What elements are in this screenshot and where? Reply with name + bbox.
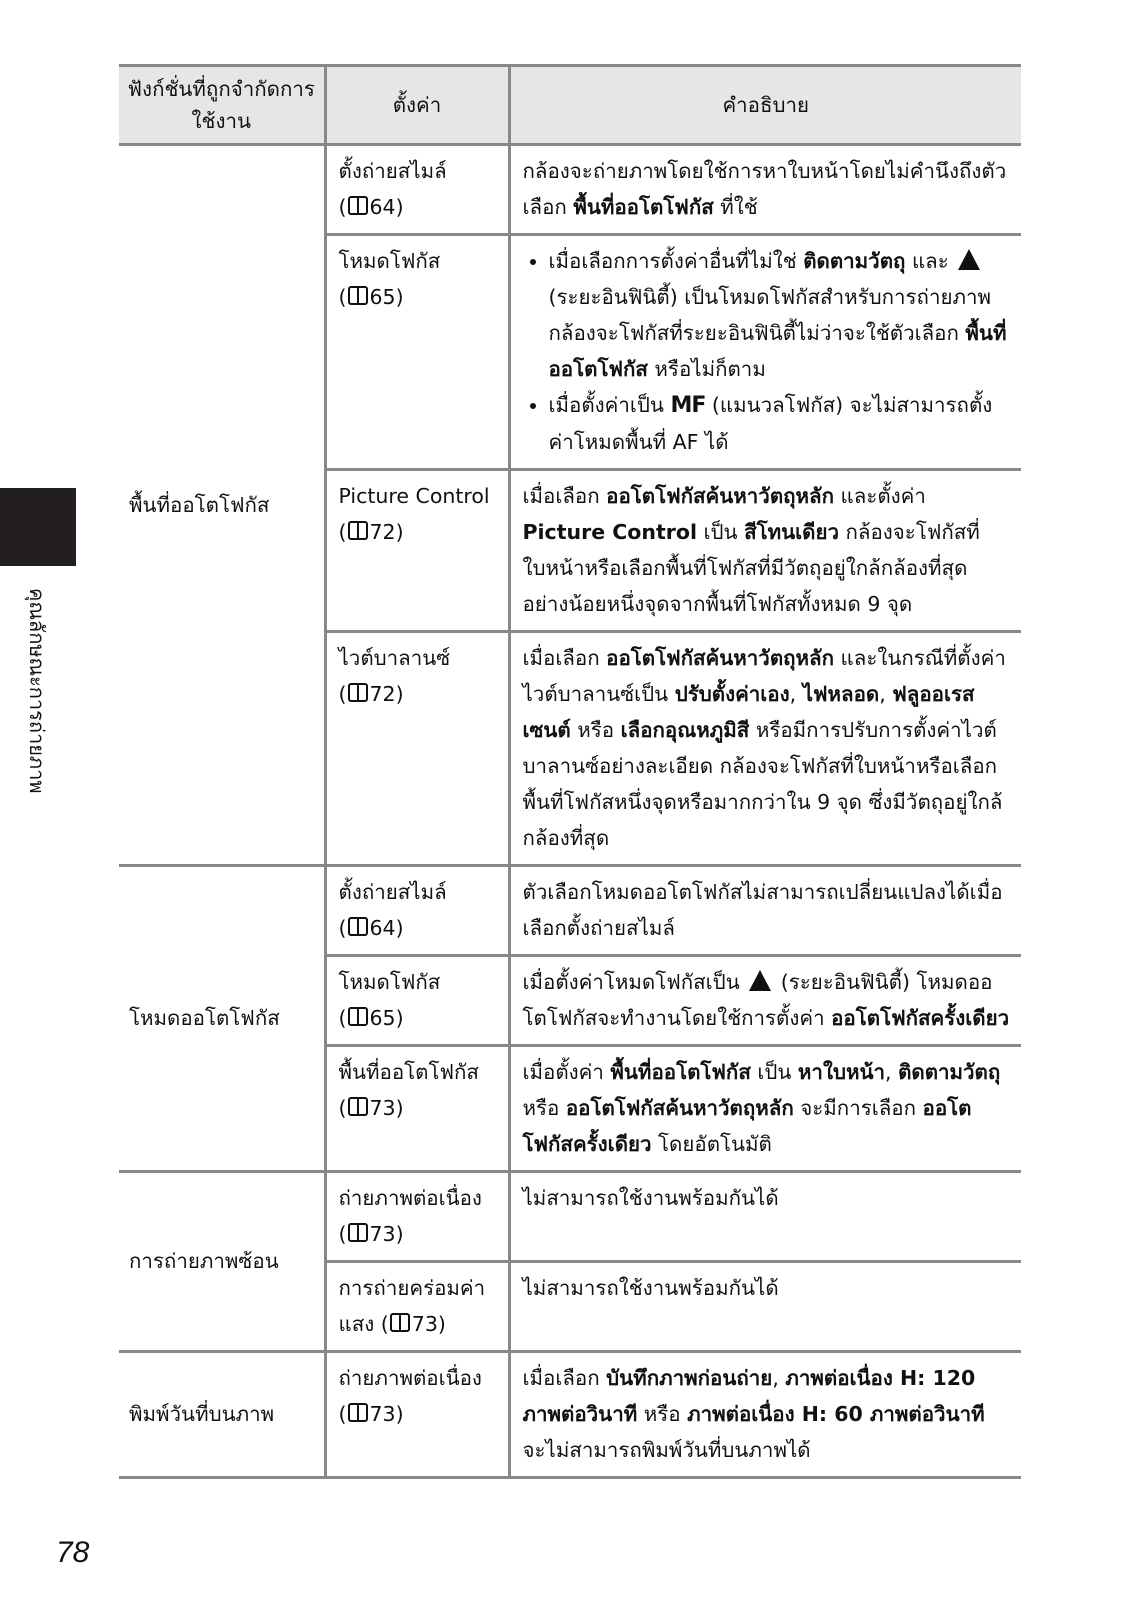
header-description: คำอธิบาย (509, 66, 1021, 145)
text-run: พื้นที่ออโตโฟกัส (573, 195, 714, 219)
setting-cell (325, 145, 509, 235)
setting-label: พื้นที่ออโตโฟกัส (338, 1060, 479, 1084)
description-cell (509, 470, 1021, 632)
function-cell (119, 1352, 325, 1478)
text-run: เมื่อเลือกการตั้งค่าอื่นที่ไม่ใช่ (548, 249, 804, 273)
text-run: และ (905, 249, 956, 273)
table-header-row (119, 66, 1021, 145)
text-run: ฟลูออเรสเซนต์ (522, 682, 975, 742)
function-cell (119, 145, 325, 866)
setting-label: โหมดโฟกัส (338, 249, 441, 273)
page-reference-number: 73) (369, 1096, 404, 1120)
setting-cell (325, 1172, 509, 1262)
text-run: ไฟหลอด (802, 682, 880, 706)
text-run: , (885, 1060, 899, 1084)
mountain-icon (958, 249, 980, 270)
page-reference: ( 65) (338, 1006, 404, 1030)
function-label: พื้นที่ออโตโฟกัส (129, 492, 270, 517)
table-row (119, 866, 1021, 956)
text-run: พื้นที่ออโตโฟกัส (548, 321, 1007, 381)
book-icon (348, 1097, 368, 1116)
book-icon (348, 1223, 368, 1242)
setting-cell (325, 1262, 509, 1352)
text-run: ไม่สามารถใช้งานพร้อมกันได้ (522, 1186, 779, 1210)
function-cell (119, 866, 325, 1172)
page-reference-number: 72) (369, 520, 404, 544)
page-reference: ( 64) (338, 195, 404, 219)
text-run: ปรับตั้งค่าเอง (674, 682, 790, 706)
description-cell (509, 866, 1021, 956)
text-run: จะไม่สามารถพิมพ์วันที่บนภาพได้ (522, 1438, 811, 1462)
text-run: ออโตโฟกัสครั้งเดียว (831, 1006, 1010, 1030)
text-run: ออโตโฟกัสครั้งเดียว (522, 1096, 972, 1156)
text-run: และในกรณีที่ตั้งค่าไวต์บาลานซ์เป็น (522, 646, 1006, 706)
text-run: เป็น (697, 520, 745, 544)
setting-cell (325, 866, 509, 956)
page-reference-number: 65) (369, 285, 404, 309)
page-reference-number: 64) (369, 195, 404, 219)
text-run: ติดตามวัตถุ (803, 249, 906, 273)
page-reference: ( 73) (380, 1312, 446, 1336)
page-reference-number: 73) (369, 1222, 404, 1246)
setting-label: ถ่ายภาพต่อเนื่อง (338, 1366, 482, 1390)
description-cell (509, 632, 1021, 866)
book-icon (348, 683, 368, 702)
book-icon (348, 196, 368, 215)
function-cell (119, 1172, 325, 1352)
book-icon (348, 521, 368, 540)
text-run: เป็น (750, 1060, 798, 1084)
description-bullet-list (523, 243, 1012, 460)
text-run: , (879, 682, 893, 706)
text-run: ไม่สามารถใช้งานพร้อมกันได้ (522, 1276, 779, 1300)
page-reference-number: 65) (369, 1006, 404, 1030)
setting-cell (325, 235, 509, 470)
setting-cell (325, 632, 509, 866)
page-reference: ( 72) (338, 682, 404, 706)
page-reference-number: 72) (369, 682, 404, 706)
text-run: เมื่อเลือก (522, 646, 607, 670)
function-label: การถ่ายภาพซ้อน (129, 1249, 279, 1273)
table-row (119, 145, 1021, 235)
page-reference: ( 64) (338, 916, 404, 940)
text-run: หรือไม่ก็ตาม (647, 357, 766, 381)
text-run: ออโตโฟกัสค้นหาวัตถุหลัก (565, 1096, 794, 1120)
text-run: บันทึกภาพก่อนถ่าย (606, 1366, 773, 1390)
page-reference: ( 73) (338, 1096, 404, 1120)
description-cell (509, 145, 1021, 235)
table-row (119, 1172, 1021, 1262)
text-run: เมื่อตั้งค่า (522, 1060, 611, 1084)
table-row (119, 1352, 1021, 1478)
text-run: เมื่อเลือก (522, 484, 607, 508)
book-icon (348, 1007, 368, 1026)
text-run: , (772, 1366, 786, 1390)
text-run: หรือ (570, 718, 621, 742)
text-run: Picture Control (522, 520, 697, 544)
book-icon (390, 1313, 410, 1332)
page-reference: ( 73) (338, 1222, 404, 1246)
text-run: ภาพต่อเนื่อง H: 120 ภาพต่อวินาที (522, 1366, 976, 1426)
description-cell (509, 956, 1021, 1046)
book-icon (348, 1403, 368, 1422)
text-run: เมื่อเลือก (522, 1366, 607, 1390)
text-run: และตั้งค่า (834, 484, 926, 508)
restricted-functions-table (119, 64, 1021, 1479)
text-run: กล้องจะโฟกัสที่ใบหน้าหรือเลือกพื้นที่โฟกัสที่มีวัตถุอยู่ใกล้กล้องที่สุดอย่างน้อยหนึ่งจุดจากพื้นที่โฟกัสทั้งหมด 9 จุด (522, 520, 980, 616)
setting-cell (325, 956, 509, 1046)
text-run: (ระยะอินฟินิตี้) โหมดออโตโฟกัสจะทำงานโดยใช้การตั้งค่า (522, 970, 993, 1030)
text-run: (แมนวลโฟกัส) จะไม่สามารถตั้งค่าโหมดพื้นที่ AF ได้ (548, 393, 993, 454)
section-tab-label: คุณลักษณะการถ่ายภาพ (25, 588, 49, 794)
page-number: 78 (56, 1536, 90, 1569)
setting-label: ตั้งถ่ายสไมล์ (338, 880, 447, 904)
text-run: โดยอัตโนมัติ (651, 1132, 772, 1156)
page-reference: ( 73) (338, 1402, 404, 1426)
text-run: (ระยะอินฟินิตี้) เป็นโหมดโฟกัสสำหรับการถ่ายภาพ กล้องจะโฟกัสที่ระยะอินฟินิตี้ไม่ว่าจะใช้ตัวเลือก (548, 285, 992, 345)
text-run: กล้องจะถ่ายภาพโดยใช้การหาใบหน้าโดยไม่คำนึงถึงตัวเลือก (522, 159, 1007, 219)
mountain-icon (749, 970, 771, 991)
description-cell (509, 1172, 1021, 1262)
setting-label: โหมดโฟกัส (338, 970, 441, 994)
header-setting: ตั้งค่า (325, 66, 509, 145)
text-run: เลือกอุณหภูมิสี (620, 718, 750, 742)
setting-label: ตั้งถ่ายสไมล์ (338, 159, 447, 183)
page-reference: ( 72) (338, 520, 404, 544)
section-tab-marker (0, 488, 76, 566)
setting-label: Picture Control (338, 484, 490, 508)
text-run: เมื่อตั้งค่าเป็น (548, 393, 671, 417)
description-bullet (549, 243, 1012, 387)
page-reference-number: 64) (369, 916, 404, 940)
setting-cell (325, 470, 509, 632)
text-run: หาใบหน้า (797, 1060, 886, 1084)
text-run: ออโตโฟกัสค้นหาวัตถุหลัก (606, 484, 835, 508)
text-run: ออโตโฟกัสค้นหาวัตถุหลัก (606, 646, 835, 670)
page-reference-number: 73) (411, 1312, 446, 1336)
function-label: พิมพ์วันที่บนภาพ (129, 1402, 275, 1426)
function-label: โหมดออโตโฟกัส (129, 1006, 280, 1030)
text-run: หรือ (522, 1096, 566, 1120)
page-reference: ( 65) (338, 285, 404, 309)
book-icon (348, 917, 368, 936)
mf-icon: MF (670, 393, 706, 418)
page-reference-number: 73) (369, 1402, 404, 1426)
description-cell (509, 1262, 1021, 1352)
book-icon (348, 286, 368, 305)
text-run: ตัวเลือกโหมดออโตโฟกัสไม่สามารถเปลี่ยนแปลงได้เมื่อเลือกตั้งถ่ายสไมล์ (522, 880, 1003, 940)
text-run: ติดตามวัตถุ (898, 1060, 1001, 1084)
text-run: สีโทนเดียว (744, 520, 839, 544)
text-run: จะมีการเลือก (793, 1096, 923, 1120)
setting-label: การถ่ายคร่อมค่าแสง (338, 1276, 486, 1336)
setting-label: ถ่ายภาพต่อเนื่อง (338, 1186, 482, 1210)
setting-cell (325, 1352, 509, 1478)
text-run: เมื่อตั้งค่าโหมดโฟกัสเป็น (522, 970, 747, 994)
text-run: ภาพต่อเนื่อง H: 60 ภาพต่อวินาที (687, 1402, 985, 1426)
description-cell (509, 1046, 1021, 1172)
setting-cell (325, 1046, 509, 1172)
text-run: ที่ใช้ (713, 195, 758, 219)
description-cell (509, 1352, 1021, 1478)
description-cell (509, 235, 1021, 470)
text-run: พื้นที่ออโตโฟกัส (610, 1060, 751, 1084)
text-run: หรือมีการปรับการตั้งค่าไวต์บาลานซ์อย่างละเอียด กล้องจะโฟกัสที่ใบหน้าหรือเลือกพื้นที่โฟกัสหนึ่งจุดหรือมากกว่าใน 9 จุด ซึ่งมีวัตถุอยู่ใกล้กล้องที่สุด (522, 718, 1003, 850)
header-function: ฟังก์ชั่นที่ถูกจำกัดการใช้งาน (119, 66, 325, 145)
setting-label: ไวต์บาลานซ์ (338, 646, 451, 670)
description-bullet (549, 387, 1012, 460)
text-run: หรือ (637, 1402, 688, 1426)
text-run: , (789, 682, 803, 706)
